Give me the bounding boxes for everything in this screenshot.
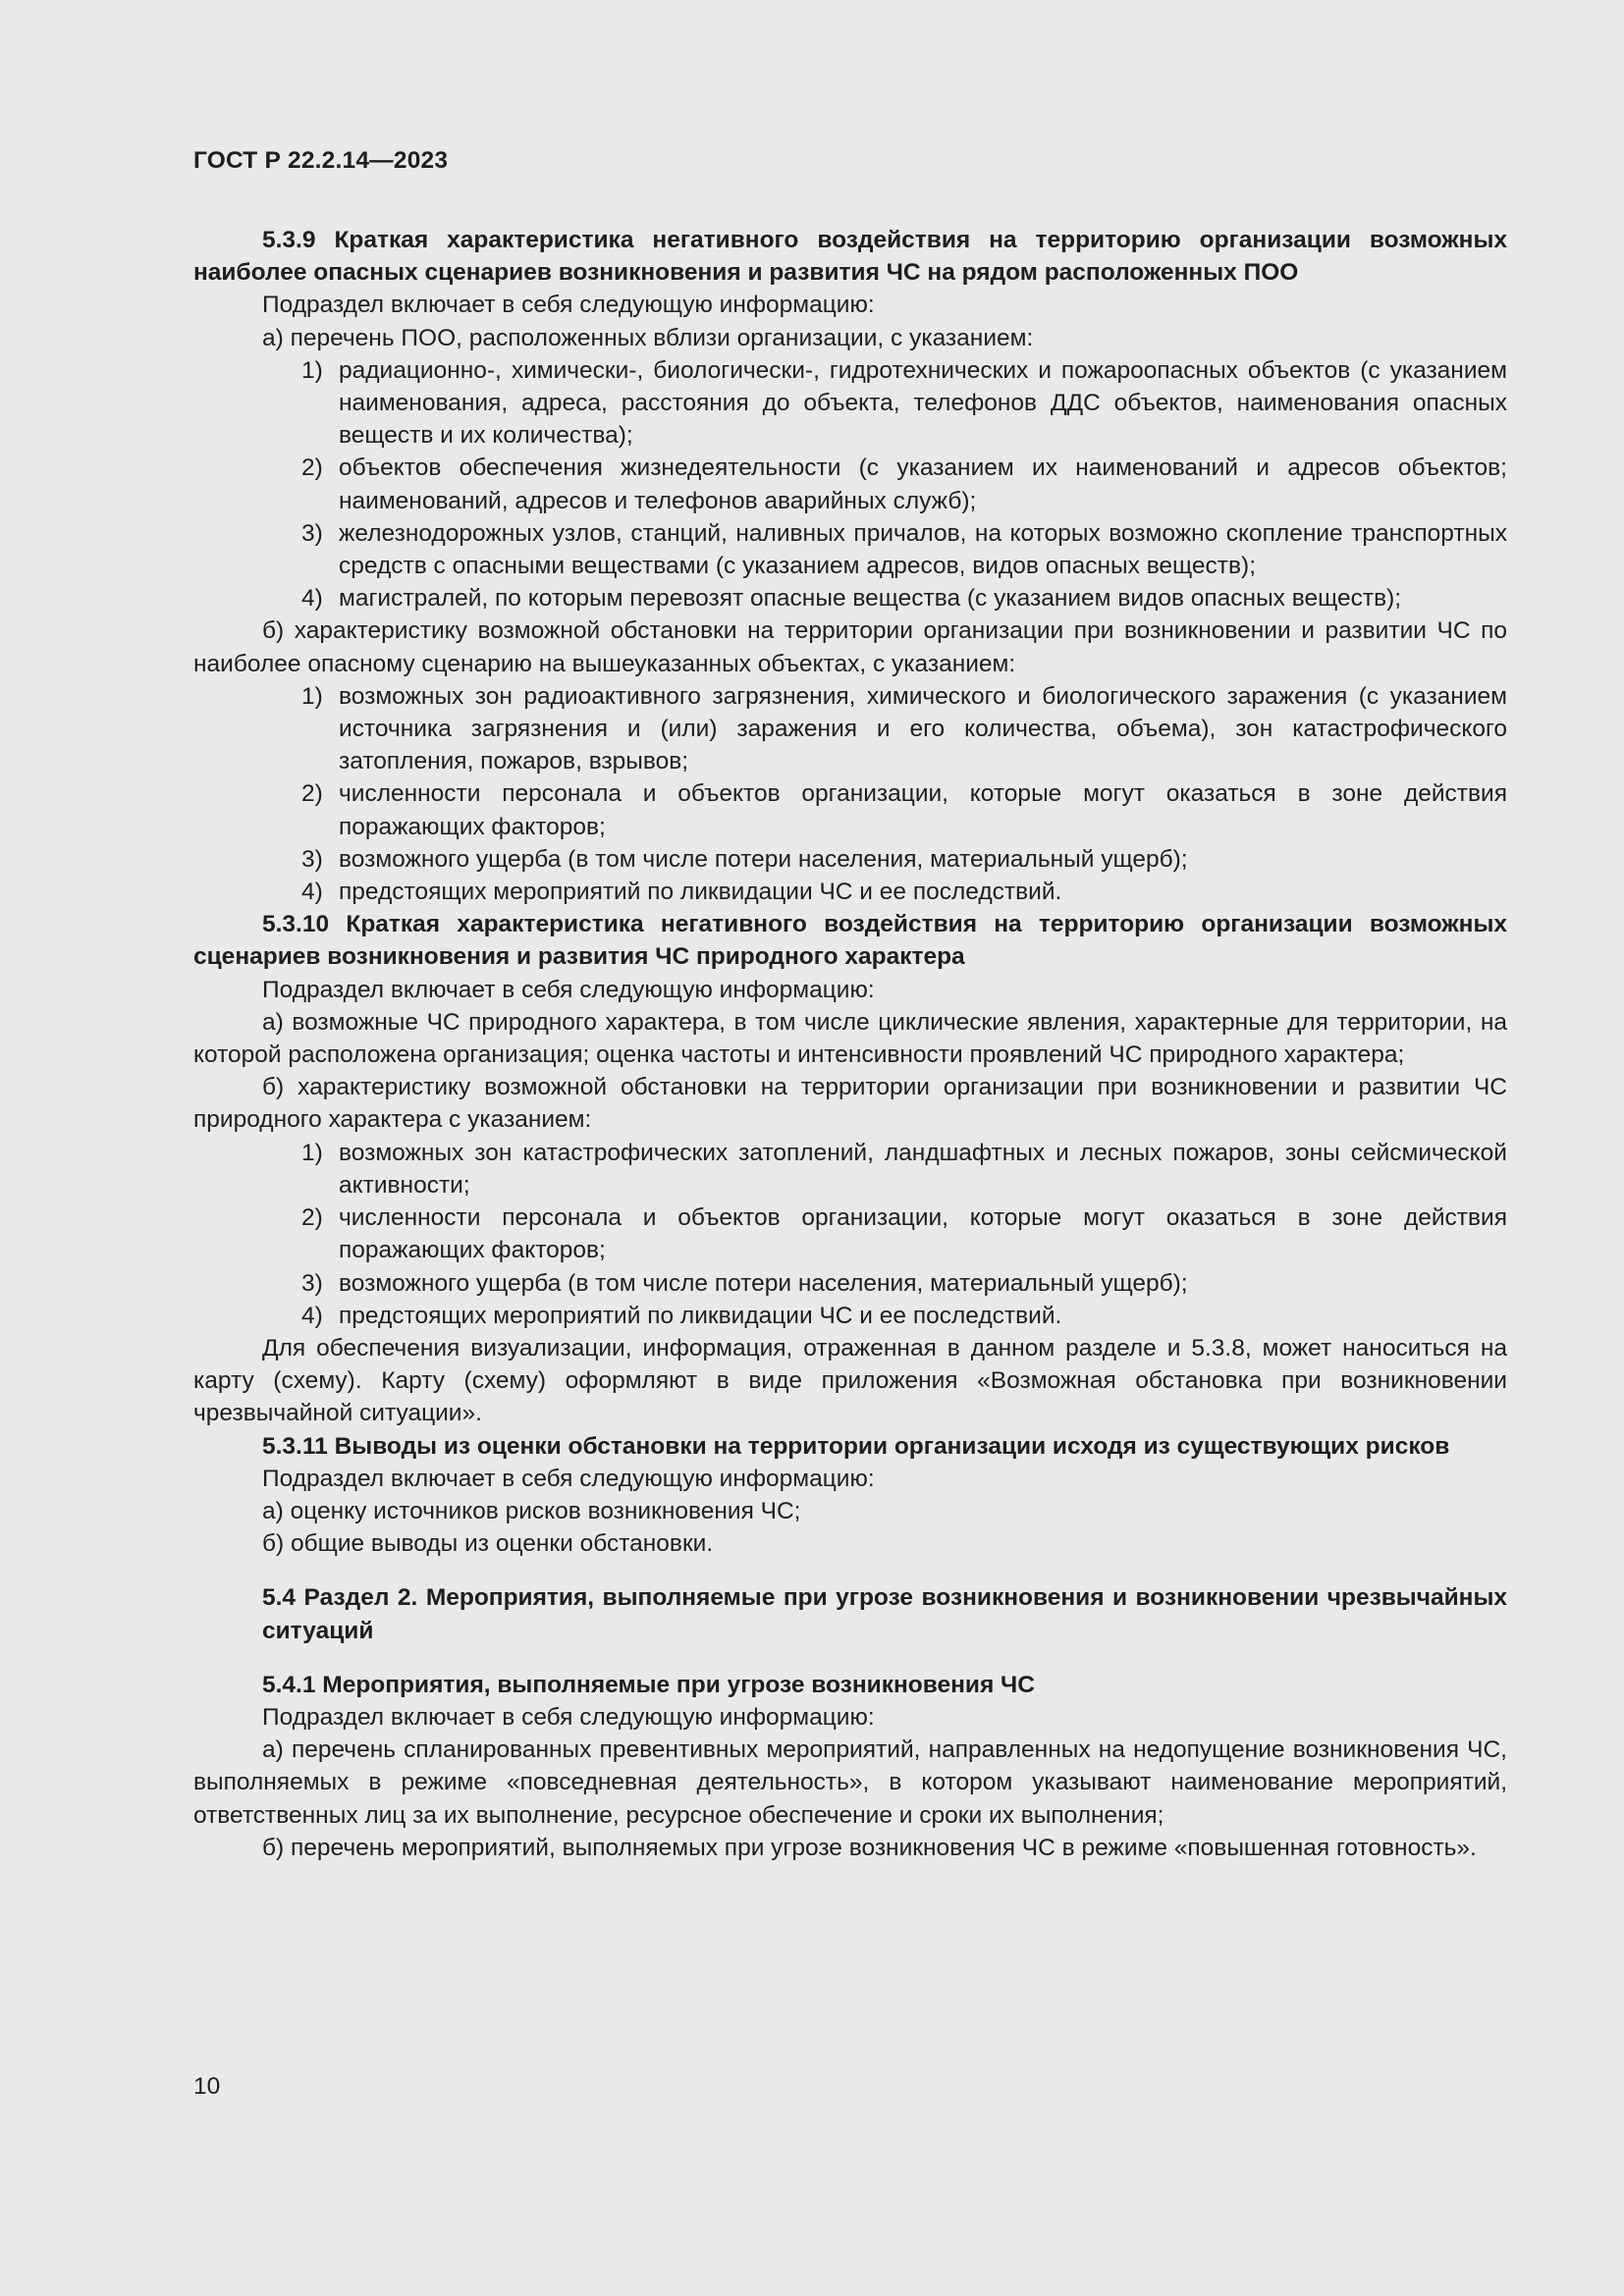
section-5-4-heading: 5.4 Раздел 2. Мероприятия, выполняемые при угрозе возникновения и возникновении чрезвычайных ситуаций — [262, 1584, 1507, 1644]
list-item: 1) возможных зон радиоактивного загрязнения, химического и биологического заражения (с указанием источника загрязнения и (или) заражения и его количества, объема), зон катастрофического затопления, пожаров, взрывов; — [301, 682, 1507, 775]
list-item: 4) предстоящих мероприятий по ликвидации ЧС и ее последствий. — [301, 879, 1062, 906]
list-item: 3) возможного ущерба (в том числе потери населения, материальный ущерб); — [301, 1269, 1188, 1297]
section-5-3-9-heading: 5.3.9 Краткая характеристика негативного воздействия на территорию организации возможных наиболее опасных сценариев возникновения и развития ЧС на рядом расположенных ПОО — [193, 227, 1507, 287]
list-item-a: а) перечень спланированных превентивных мероприятий, направленных на недопущение возникновения ЧС, выполняемых в режиме «повседневная деятельность», в котором указывают наименование мероприятий, ответственных лиц за их выполнение, ресурсное обеспечение и сроки их выполнения; — [193, 1736, 1507, 1829]
list-item: 1) радиационно-, химически-, биологически-, гидротехнических и пожароопасных объектов (с указанием наименования, адреса, расстояния до объекта, телефонов ДДС объектов, наименования опасных веществ и их количества); — [301, 356, 1507, 450]
list-item: 3) железнодорожных узлов, станций, наливных причалов, на которых возможно скопление транспортных средств с опасными веществами (с указанием адресов, видов опасных веществ); — [301, 519, 1507, 580]
section-5-4-1-heading: 5.4.1 Мероприятия, выполняемые при угрозе возникновения ЧС — [262, 1671, 1035, 1698]
list-item-b: б) общие выводы из оценки обстановки. — [262, 1530, 714, 1558]
list-item-b: б) перечень мероприятий, выполняемых при угрозе возникновения ЧС в режиме «повышенная готовность». — [262, 1834, 1477, 1861]
paragraph: Для обеспечения визуализации, информация, отраженная в данном разделе и 5.3.8, может наноситься на карту (схему). Карту (схему) оформляют в виде приложения «Возможная обстановка при возникновении чрезвычайной ситуации». — [193, 1334, 1507, 1427]
document-header: ГОСТ Р 22.2.14—2023 — [193, 147, 449, 174]
list-item: 4) магистралей, по которым перевозят опасные вещества (с указанием видов опасных веществ); — [301, 585, 1402, 613]
section-5-3-10-heading: 5.3.10 Краткая характеристика негативного воздействия на территорию организации возможных сценариев возникновения и развития ЧС природного характера — [193, 911, 1507, 971]
list-item-a: а) оценку источников рисков возникновения ЧС; — [262, 1497, 801, 1524]
paragraph: Подраздел включает в себя следующую информацию: — [262, 292, 875, 319]
section-5-3-11-heading: 5.3.11 Выводы из оценки обстановки на территории организации исходя из существующих рисков — [262, 1432, 1450, 1460]
page-number: 10 — [193, 2073, 221, 2100]
document-body — [193, 224, 1507, 1864]
list-item: 3) возможного ущерба (в том числе потери населения, материальный ущерб); — [301, 845, 1188, 873]
list-item: 2) численности персонала и объектов организации, которые могут оказаться в зоне действия поражающих факторов; — [301, 1204, 1507, 1264]
paragraph: Подраздел включает в себя следующую информацию: — [262, 1465, 875, 1492]
list-item: 2) численности персонала и объектов организации, которые могут оказаться в зоне действия поражающих факторов; — [301, 780, 1507, 840]
list-item: 4) предстоящих мероприятий по ликвидации ЧС и ее последствий. — [301, 1302, 1062, 1329]
list-item: 2) объектов обеспечения жизнедеятельности (с указанием их наименований и адресов объектов; наименований, адресов и телефонов аварийных служб); — [301, 454, 1507, 514]
paragraph: Подраздел включает в себя следующую информацию: — [262, 1703, 875, 1731]
numbered-list — [193, 680, 1507, 908]
list-item-b: б) характеристику возможной обстановки на территории организации при возникновении и развитии ЧС по наиболее опасному сценарию на вышеуказанных объектах, с указанием: — [193, 617, 1507, 677]
list-item-a: а) перечень ПОО, расположенных вблизи организации, с указанием: — [262, 324, 1034, 351]
list-item-b: б) характеристику возможной обстановки на территории организации при возникновении и развитии ЧС природного характера с указанием: — [193, 1074, 1507, 1134]
numbered-list — [193, 354, 1507, 615]
list-item: 1) возможных зон катастрофических затоплений, ландшафтных и лесных пожаров, зоны сейсмической активности; — [301, 1139, 1507, 1199]
paragraph: Подраздел включает в себя следующую информацию: — [262, 976, 875, 1003]
list-item-a: а) возможные ЧС природного характера, в том числе циклические явления, характерные для территории, на которой расположена организация; оценка частоты и интенсивности проявлений ЧС природного характера; — [193, 1008, 1507, 1069]
numbered-list — [193, 1137, 1507, 1332]
